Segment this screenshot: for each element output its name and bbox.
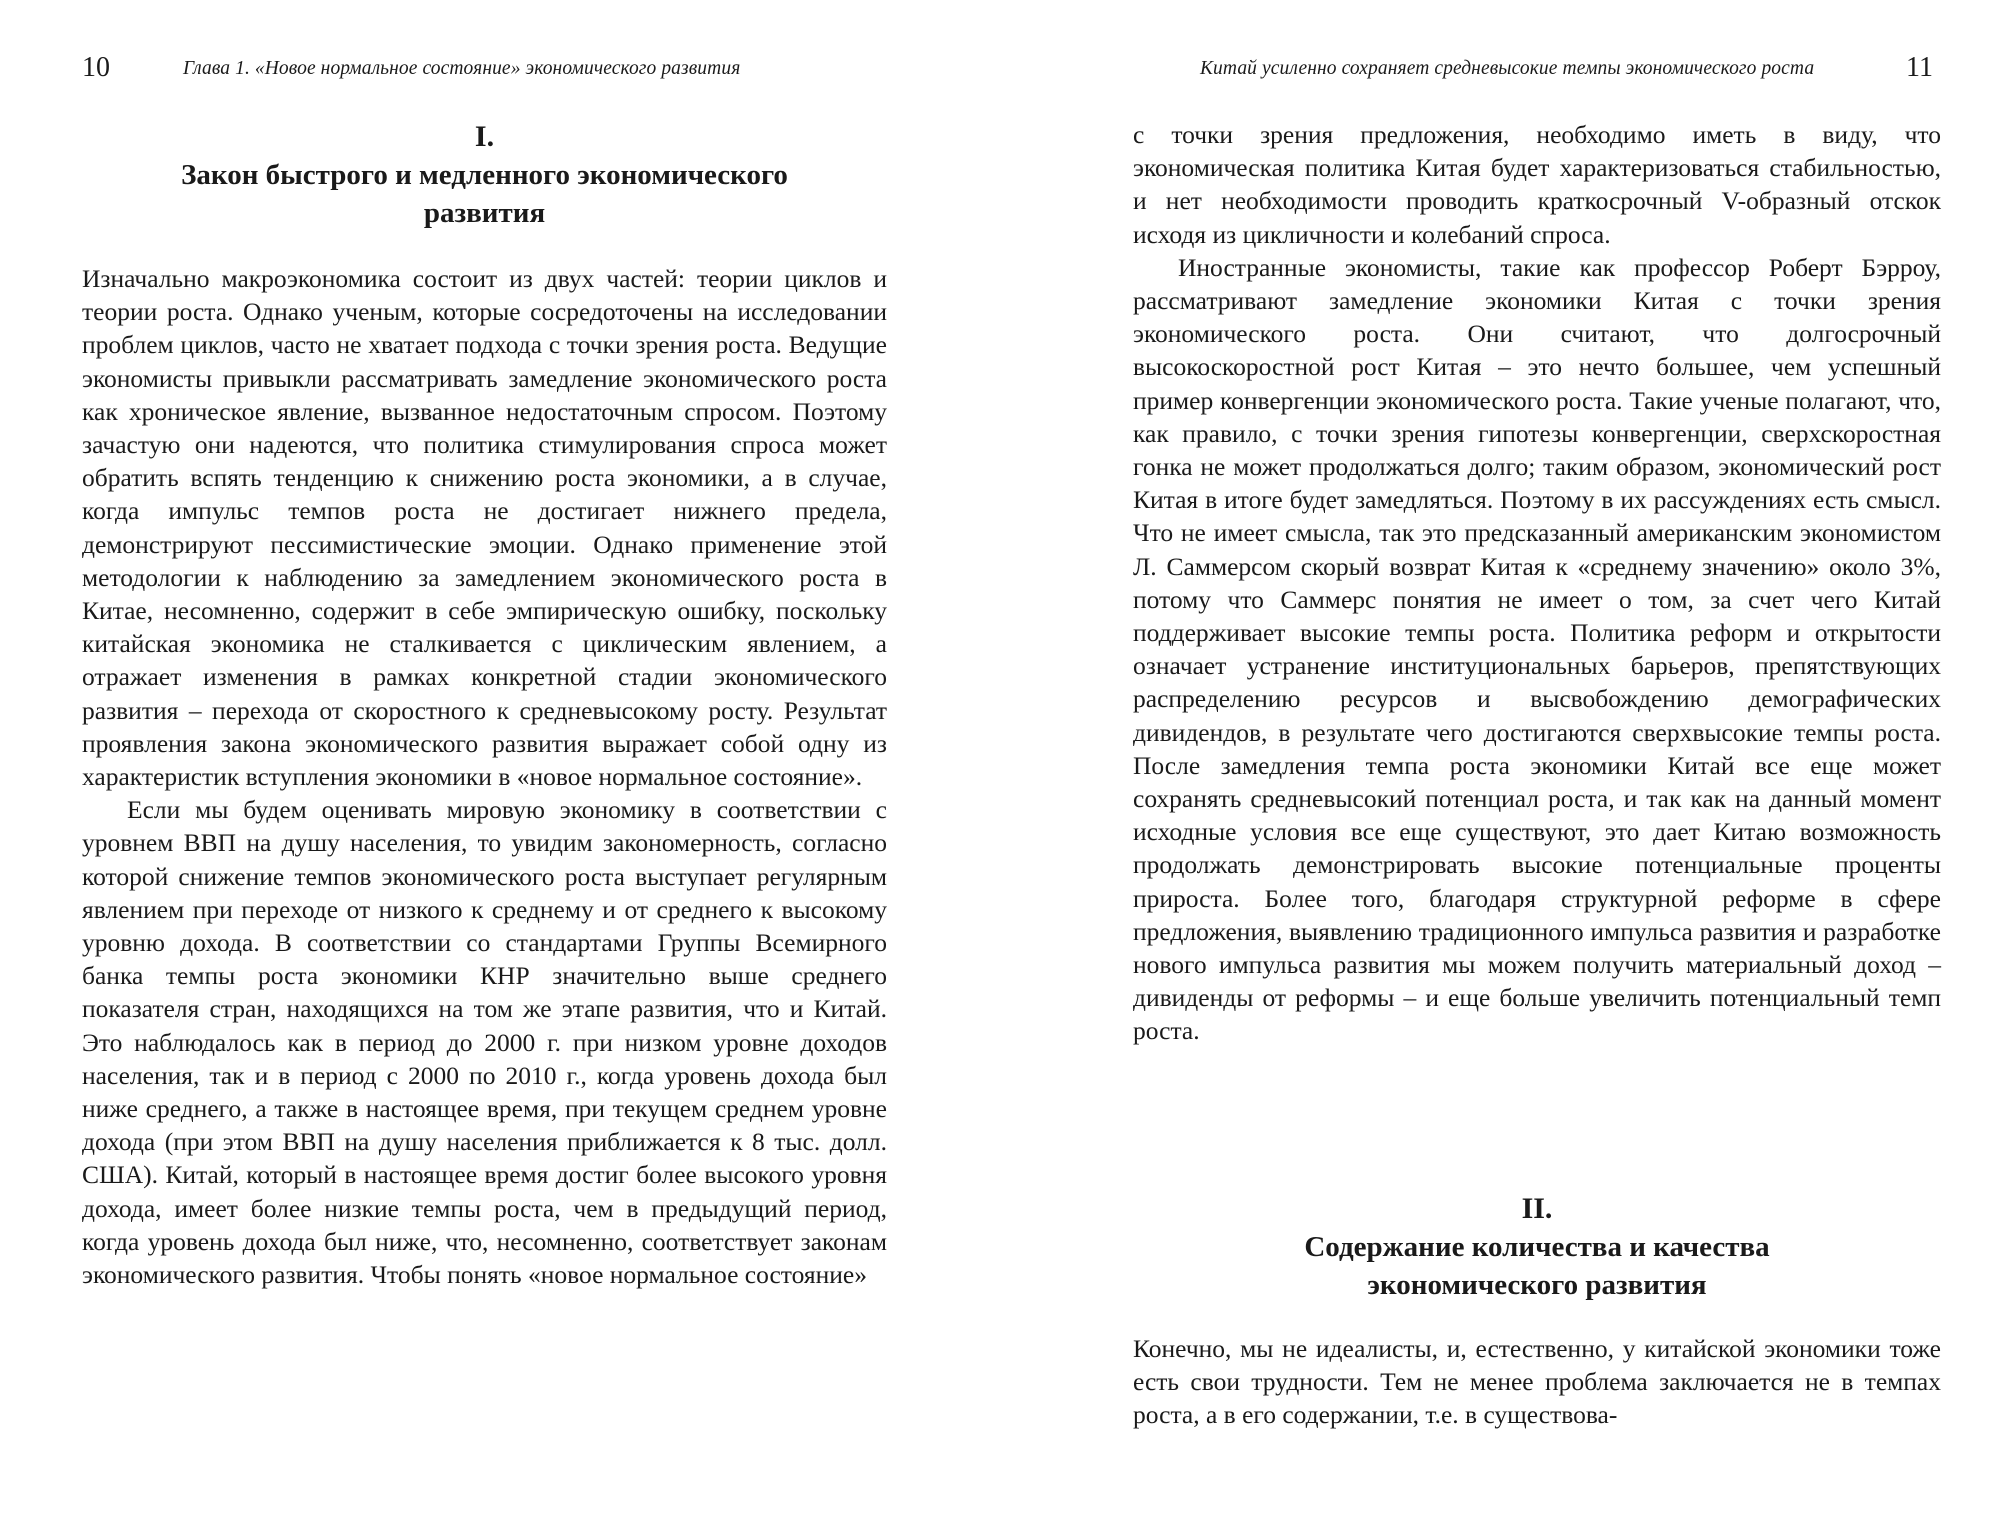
section-heading-1 — [82, 118, 887, 232]
paragraph: с точки зрения предложения, необходимо иметь в виду, что экономическая политика Китая будет характеризоваться стабильностью, и нет необходимости проводить краткосрочный V-образный отскок исходя из цикличности и колебаний спроса. — [1133, 120, 1941, 249]
right-body-text-top — [1133, 118, 1941, 1048]
paragraph: Иностранные экономисты, такие как профессор Роберт Бэрроу, рассматривают замедление экономики Китая с точки зрения экономического роста. Они считают, что долгосрочный высокоскоростной рост Китая – это нечто большее, чем успешный пример конвергенции экономического роста. Такие ученые полагают, что, как правило, с точки зрения гипотезы конвергенции, сверхскоростная гонка не может продолжаться долго; таким образом, экономический рост Китая в итоге будет замедляться. Поэтому в их рассуждениях есть смысл. Что не имеет смысла, так это предсказанный американским экономистом Л. Саммерсом скорый возврат Китая к «среднему значению» около 3%, потому что Саммерс понятия не имеет о том, за счет чего Китай поддерживает высокие темпы роста. Политика реформ и открытости означает устранение институциональных барьеров, препятствующих распределению ресурсов и высвобождению демографических дивидендов, в результате чего достигаются сверхвысокие темпы роста. После замедления темпа роста экономики Китай все еще может сохранять средневысокий потенциал роста, и так как на данный момент исходные условия все еще существуют, это дает Китаю возможность продолжать демонстрировать высокие потенциальные проценты прироста. Более того, благодаря структурной реформе в сфере предложения, выявлению традиционного импульса развития и разработке нового импульса развития мы можем получить материальный доход – дивиденды от реформы – и еще больше увеличить потенциальный темп роста. — [1133, 252, 1941, 1046]
section-title-1-line1: Закон быстрого и медленного экономического — [181, 159, 788, 191]
page-number-right: 11 — [1906, 52, 1933, 83]
section-numeral-1: I. — [474, 120, 495, 153]
section-title-2-line1: Содержание количества и качества — [1304, 1231, 1770, 1263]
paragraph: Конечно, мы не идеалисты, и, естественно, у китайской экономики тоже есть свои трудности. Тем не менее проблема заключается не в темпах роста, а в его содержании, т.е. в существова- — [1133, 1334, 1941, 1430]
section-title-2-line2: экономического развития — [1367, 1269, 1707, 1301]
page-number-left: 10 — [82, 52, 110, 83]
section-numeral-2: II. — [1521, 1192, 1553, 1225]
right-page — [1000, 0, 2000, 1513]
right-body-text-bottom — [1133, 1332, 1941, 1432]
left-body-text — [82, 262, 887, 1291]
running-head-left: Глава 1. «Новое нормальное состояние» экономического развития — [183, 58, 741, 79]
running-head-right: Китай усиленно сохраняет средневысокие темпы экономического роста — [1200, 58, 1815, 79]
section-title-1-line2: развития — [423, 197, 546, 229]
paragraph: Если мы будем оценивать мировую экономику в соответствии с уровнем ВВП на душу населения, то увидим закономерность, согласно которой снижение темпов экономического роста выступает регулярным явлением при переходе от низкого к среднему и от среднего к высокому уровню дохода. В соответствии со стандартами Группы Всемирного банка темпы роста экономики КНР значительно выше среднего показателя стран, находящихся на том же этапе развития, что и Китай. Это наблюдалось как в период до 2000 г. при низком уровне доходов населения, так и в период с 2000 по 2010 г., когда уровень дохода был ниже среднего, а также в настоящее время, при текущем среднем уровне дохода (при этом ВВП на душу населения приближается к 8 тыс. долл. США). Китай, который в настоящее время достиг более высокого уровня дохода, имеет более низкие темпы роста, чем в предыдущий период, когда уровень дохода был ниже, что, несомненно, соответствует законам экономического развития. Чтобы понять «новое нормальное состояние» — [82, 795, 887, 1290]
section-heading-2 — [1133, 1190, 1941, 1304]
paragraph: Изначально макроэкономика состоит из двух частей: теории циклов и теории роста. Однако ученым, которые сосредоточены на исследовании проблем циклов, часто не хватает подхода с точки зрения роста. Ведущие экономисты привыкли рассматривать замедление экономического роста как хроническое явление, вызванное недостаточным спросом. Поэтому зачастую они надеются, что политика стимулирования спроса может обратить вспять тенденцию к снижению роста экономики, а в случае, когда импульс темпов роста не достигает нижнего предела, демонстрируют пессимистические эмоции. Однако применение этой методологии к наблюдению за замедлением экономического роста в Китае, несомненно, содержит в себе эмпирическую ошибку, поскольку китайская экономика не сталкивается с циклическим явлением, а отражает изменения в рамках конкретной стадии экономического развития – перехода от скоростного к средневысокому росту. Результат проявления закона экономического развития выражает собой одну из характеристик вступления экономики в «новое нормальное состояние». — [82, 264, 887, 792]
